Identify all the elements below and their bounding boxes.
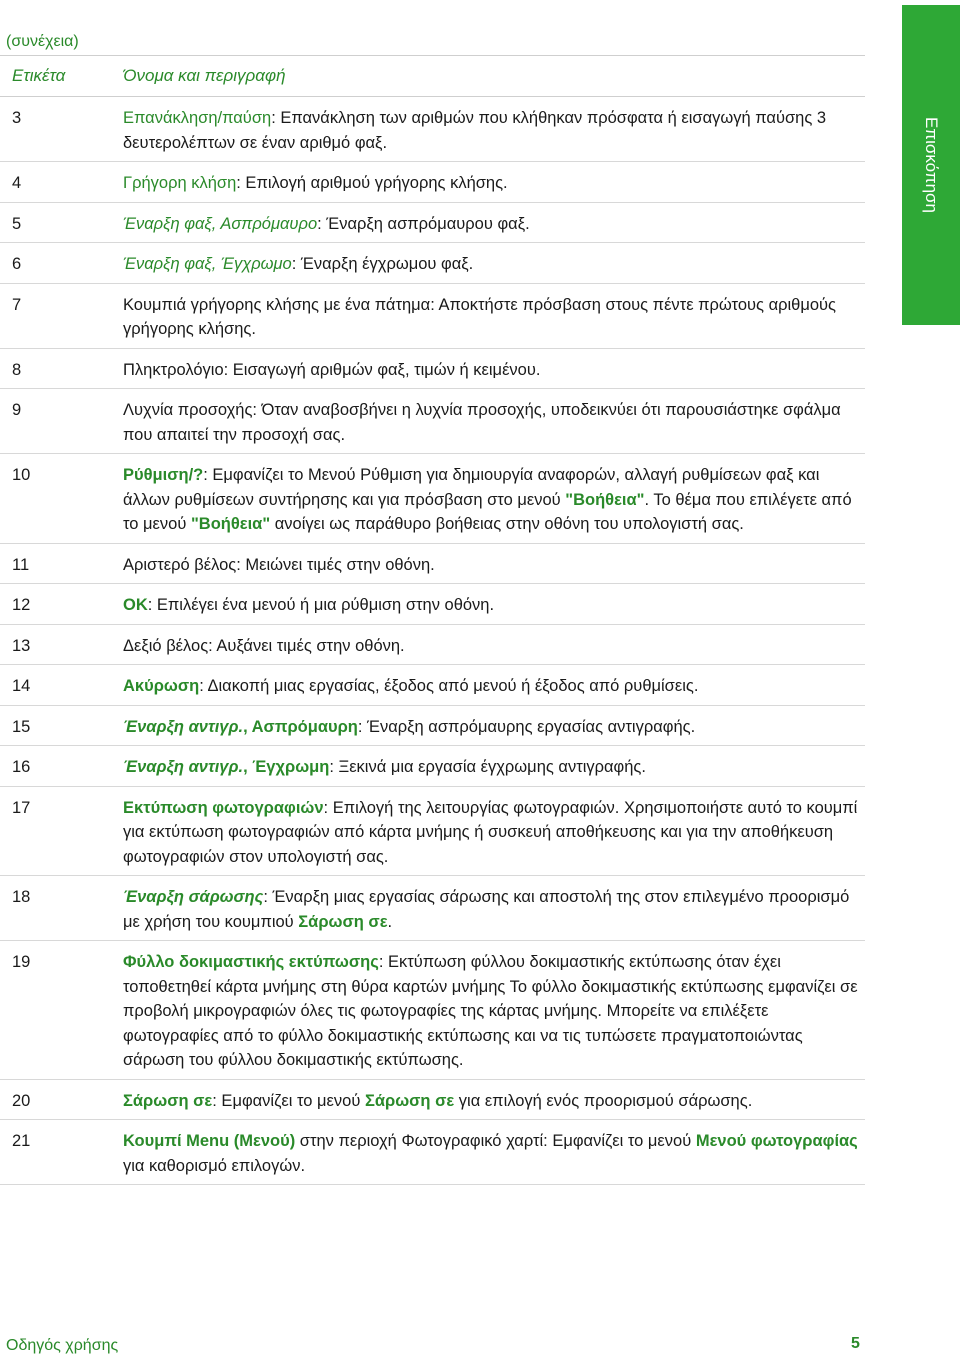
row-label: 16	[12, 758, 31, 776]
table-row	[0, 941, 865, 1080]
description-text: : Ξεκινά μια εργασία έγχρωμης αντιγραφής.	[329, 758, 646, 776]
table-row	[0, 584, 865, 625]
row-label: 18	[12, 888, 31, 906]
term-highlight: Έναρξη φαξ, Έγχρωμο	[123, 255, 292, 273]
row-label: 6	[12, 255, 22, 273]
description-text: για καθορισμό επιλογών.	[123, 1156, 306, 1175]
row-label: 7	[12, 295, 22, 314]
page-number: 5	[851, 1335, 860, 1352]
description-text: : Έναρξη έγχρωμου φαξ.	[291, 255, 474, 273]
row-label: 20	[12, 1091, 31, 1110]
row-description	[123, 876, 865, 940]
row-description	[123, 284, 865, 348]
row-description	[123, 787, 865, 876]
table-row	[0, 284, 865, 349]
continued-label: (συνέχεια)	[6, 33, 79, 50]
row-description	[123, 544, 865, 584]
row-description	[123, 349, 865, 389]
table-body	[0, 97, 865, 1185]
description-text: : Έναρξη μιας εργασίας σάρωσης και αποστολή της στον επιλεγμένο προορισμό με χρήση του κουμπιού	[123, 888, 850, 931]
term-highlight: Έναρξη φαξ, Ασπρόμαυρο	[123, 214, 318, 233]
row-description	[123, 625, 865, 665]
side-tab	[902, 5, 960, 325]
row-label: 4	[12, 174, 22, 192]
term-highlight: Έναρξη αντιγρ.	[123, 717, 244, 736]
description-text: : Εμφανίζει το μενού	[212, 1091, 365, 1110]
description-text: : Επανάκληση των αριθμών που κλήθηκαν πρόσφατα ή εισαγωγή παύσης 3 δευτερολέπτων σε έναν αριθμό φαξ.	[123, 109, 827, 152]
table-row	[0, 162, 865, 203]
row-label: 21	[12, 1132, 31, 1150]
row-description	[123, 97, 865, 161]
description-text: ανοίγει ως παράθυρο βοήθειας στην οθόνη του υπολογιστή σας.	[270, 515, 744, 533]
term-highlight: OK	[123, 596, 148, 614]
term-highlight: Φύλλο δοκιμαστικής εκτύπωσης	[123, 953, 379, 971]
row-description	[123, 203, 865, 243]
footer-guide-title: Οδηγός χρήσης	[6, 1337, 119, 1354]
row-description	[123, 1080, 865, 1120]
description-text: : Εκτύπωση φύλλου δοκιμαστικής εκτύπωσης όταν έχει τοποθετηθεί κάρτα μνήμης στη θύρα καρτών μνήμης Το φύλλο δοκιμαστικής εκτύπωσης εμφανίζει σε προβολή μικρογραφιών όλες τις φωτογραφίες της κάρτας μνήμης. Μπορείτε να επιλέξετε φωτογραφίες από το φύλλο δοκιμαστικής εκτύπωσης και να τις τυπώσετε πραγματοποιώντας σάρωση του φύλλου δοκιμαστικής εκτύπωσης.	[123, 953, 858, 1069]
description-text: : Διακοπή μιας εργασίας, έξοδος από μενού ή έξοδος από ρυθμίσεις.	[199, 677, 699, 695]
term-highlight: "Βοήθεια"	[565, 490, 645, 509]
description-text: Δεξιό βέλος: Αυξάνει τιμές στην οθόνη.	[123, 636, 405, 655]
row-label: 12	[12, 596, 31, 614]
term-highlight: , Έγχρωμη	[243, 758, 330, 776]
description-text: για επιλογή ενός προορισμού σάρωσης.	[454, 1091, 753, 1110]
row-description	[123, 941, 865, 1079]
row-description	[123, 389, 865, 453]
row-label: 14	[12, 677, 31, 695]
table-row	[0, 349, 865, 390]
term-highlight: Ρύθμιση/?	[123, 466, 204, 484]
description-text: . Το θέμα που επιλέγετε από το μενού	[123, 490, 852, 533]
table-row	[0, 706, 865, 747]
row-label: 10	[12, 466, 31, 484]
description-text: : Έναρξη ασπρόμαυρου φαξ.	[317, 214, 530, 233]
description-text: : Έναρξη ασπρόμαυρης εργασίας αντιγραφής.	[357, 717, 696, 736]
row-description	[123, 746, 865, 786]
table-row	[0, 1080, 865, 1121]
term-highlight: Γρήγορη κλήση	[123, 174, 237, 192]
side-tab-label: Επισκόπηση	[922, 117, 942, 213]
row-label: 8	[12, 360, 22, 379]
row-description	[123, 162, 865, 202]
table-row	[0, 876, 865, 941]
table-row	[0, 243, 865, 284]
row-label: 19	[12, 953, 31, 971]
row-description	[123, 454, 865, 543]
row-description	[123, 1120, 865, 1184]
table-row	[0, 665, 865, 706]
term-highlight: Μενού φωτογραφίας	[695, 1132, 858, 1150]
row-description	[123, 665, 865, 705]
term-highlight: Σάρωση σε	[123, 1091, 213, 1110]
table-row	[0, 454, 865, 544]
table-row	[0, 625, 865, 666]
table-row	[0, 389, 865, 454]
term-highlight: , Ασπρόμαυρη	[243, 717, 358, 736]
header-description-column: Όνομα και περιγραφή	[123, 66, 286, 85]
term-highlight: Έναρξη αντιγρ.	[123, 758, 244, 776]
table-row	[0, 787, 865, 877]
term-highlight: Επανάκληση/παύση	[123, 109, 272, 127]
description-text: στην περιοχή Φωτογραφικό χαρτί: Εμφανίζει το μενού	[295, 1132, 696, 1150]
term-highlight: Ακύρωση	[123, 677, 200, 695]
table-row	[0, 544, 865, 585]
term-highlight: Σάρωση σε	[298, 912, 388, 931]
description-text: : Επιλογή αριθμού γρήγορης κλήσης.	[236, 174, 508, 192]
table-row	[0, 1120, 865, 1185]
row-label: 17	[12, 798, 31, 817]
row-description	[123, 243, 865, 283]
description-text: : Επιλέγει ένα μενού ή μια ρύθμιση στην οθόνη.	[147, 596, 495, 614]
row-label: 5	[12, 214, 22, 233]
description-text: : Επιλογή της λειτουργίας φωτογραφιών. Χρησιμοποιήστε αυτό το κουμπί για εκτύπωση φωτογραφιών από κάρτα μνήμης ή συσκευή αποθήκευσης και για την αποθήκευση φωτογραφιών στον υπολογιστή σας.	[123, 798, 858, 866]
header-label-column: Ετικέτα	[12, 66, 66, 85]
description-text: Αριστερό βέλος: Μειώνει τιμές στην οθόνη.	[123, 555, 435, 574]
term-highlight: Έναρξη σάρωσης	[123, 888, 264, 906]
description-text: Κουμπιά γρήγορης κλήσης με ένα πάτημα: Αποκτήστε πρόσβαση στους πέντε πρώτους αριθμούς γρήγορης κλήσης.	[123, 295, 836, 338]
row-description	[123, 706, 865, 746]
row-label: 11	[12, 555, 30, 574]
row-description	[123, 584, 865, 624]
table-row	[0, 203, 865, 244]
term-highlight: Κουμπί Menu (Μενού)	[123, 1132, 296, 1150]
table-row	[0, 746, 865, 787]
table-header	[0, 55, 865, 97]
term-highlight: "Βοήθεια"	[190, 515, 271, 533]
labels-table	[0, 55, 865, 1185]
table-row	[0, 97, 865, 162]
row-label: 9	[12, 401, 22, 419]
description-text: Πληκτρολόγιο: Εισαγωγή αριθμών φαξ, τιμών ή κειμένου.	[123, 360, 541, 379]
description-text: .	[387, 912, 393, 931]
row-label: 15	[12, 717, 31, 736]
description-text: Λυχνία προσοχής: Όταν αναβοσβήνει η λυχνία προσοχής, υποδεικνύει ότι παρουσιάστηκε σφάλμα που απαιτεί την προσοχή σας.	[123, 401, 841, 444]
row-label: 3	[12, 109, 22, 127]
term-highlight: Εκτύπωση φωτογραφιών	[123, 798, 324, 817]
description-text: : Εμφανίζει το Μενού Ρύθμιση για δημιουργία αναφορών, αλλαγή ρυθμίσεων φαξ και άλλων ρυθμίσεων συντήρησης και για πρόσβαση στο μενού	[123, 466, 820, 509]
term-highlight: Σάρωση σε	[364, 1091, 455, 1110]
row-label: 13	[12, 636, 31, 655]
